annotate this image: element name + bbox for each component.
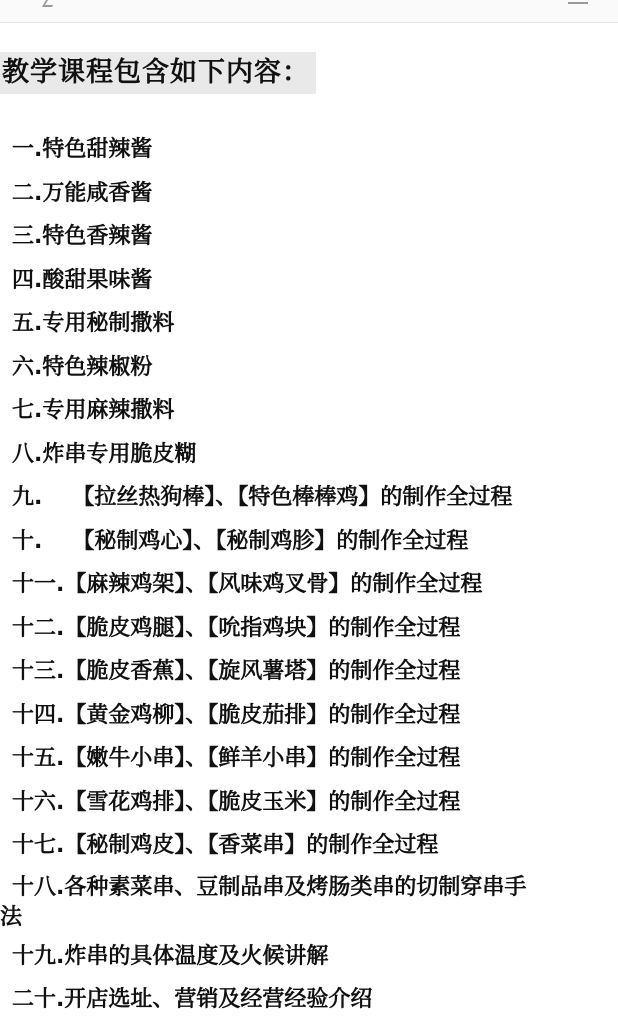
item-number: 七. <box>12 398 43 423</box>
item-number: 十三. <box>12 659 65 684</box>
list-item <box>0 563 618 607</box>
list-item <box>0 172 618 216</box>
list-item <box>0 868 618 935</box>
item-number: 十一. <box>12 572 65 597</box>
item-text: 【脆皮鸡腿】、【吮指鸡块】的制作全过程 <box>64 615 461 641</box>
item-text: 酸甜果味酱 <box>42 267 153 293</box>
item-text: 【拉丝热狗棒】、【特色棒棒鸡】的制作全过程 <box>72 485 513 510</box>
item-text: 专用麻辣撒料 <box>42 398 175 423</box>
list-item <box>0 694 618 738</box>
item-number: 八. <box>12 441 43 467</box>
list-item <box>0 520 618 564</box>
item-number: 四. <box>12 267 43 293</box>
list-item <box>0 978 618 1022</box>
item-number: 十. <box>12 528 43 554</box>
item-number: 十五. <box>12 746 65 771</box>
item-text: 炸串专用脆皮糊 <box>42 441 197 467</box>
item-number: 十六. <box>12 789 65 815</box>
item-text: 【麻辣鸡架】、【风味鸡叉骨】的制作全过程 <box>64 572 483 597</box>
top-bar <box>0 0 618 23</box>
list-item <box>0 935 618 979</box>
list-item <box>0 824 618 868</box>
item-text-continued: 法 <box>0 904 23 930</box>
list-item <box>0 259 618 303</box>
list-item <box>0 737 618 781</box>
list-item <box>0 215 618 259</box>
item-number: 二十. <box>12 987 65 1012</box>
item-number: 十二. <box>12 615 65 641</box>
item-text: 特色甜辣酱 <box>42 137 153 162</box>
item-number: 二. <box>12 180 43 206</box>
item-text: 炸串的具体温度及火候讲解 <box>64 943 329 969</box>
item-text: 【秘制鸡皮】、【香菜串】的制作全过程 <box>64 833 439 858</box>
item-number: 五. <box>12 311 43 336</box>
item-text: 【雪花鸡排】、【脆皮玉米】的制作全过程 <box>64 789 461 815</box>
back-icon[interactable] <box>42 0 56 7</box>
item-number: 九. <box>12 485 43 510</box>
item-text: 【黄金鸡柳】、【脆皮茄排】的制作全过程 <box>64 702 461 728</box>
item-number: 六. <box>12 354 43 380</box>
item-number: 十七. <box>12 833 65 858</box>
item-text: 【嫩牛小串】、【鲜羊小串】的制作全过程 <box>64 746 461 771</box>
item-text: 开店选址、营销及经营经验介绍 <box>64 987 373 1012</box>
list-item <box>0 302 618 346</box>
item-text: 特色辣椒粉 <box>42 354 153 380</box>
item-number: 一. <box>12 137 43 162</box>
item-number: 十四. <box>12 702 65 728</box>
course-list <box>0 128 618 1022</box>
item-number: 十八. <box>12 874 65 900</box>
list-item <box>0 346 618 390</box>
item-number: 十九. <box>12 943 65 969</box>
list-item <box>0 650 618 694</box>
list-item <box>0 389 618 433</box>
course-heading: 教学课程包含如下内容： <box>0 52 316 94</box>
list-item <box>0 607 618 651</box>
item-text: 【脆皮香蕉】、【旋风薯塔】的制作全过程 <box>64 659 461 684</box>
item-text: 特色香辣酱 <box>42 224 153 249</box>
list-item <box>0 476 618 520</box>
menu-icon[interactable] <box>568 2 588 4</box>
list-item <box>0 781 618 825</box>
list-item <box>0 128 618 172</box>
item-number: 三. <box>12 224 43 249</box>
list-item <box>0 433 618 477</box>
item-text: 万能咸香酱 <box>42 180 153 206</box>
item-line-1 <box>12 873 600 903</box>
item-text: 各种素菜串、豆制品串及烤肠类串的切制穿串手 <box>64 874 527 900</box>
item-text: 专用秘制撒料 <box>42 311 175 336</box>
item-text: 【秘制鸡心】、【秘制鸡胗】的制作全过程 <box>72 528 469 554</box>
